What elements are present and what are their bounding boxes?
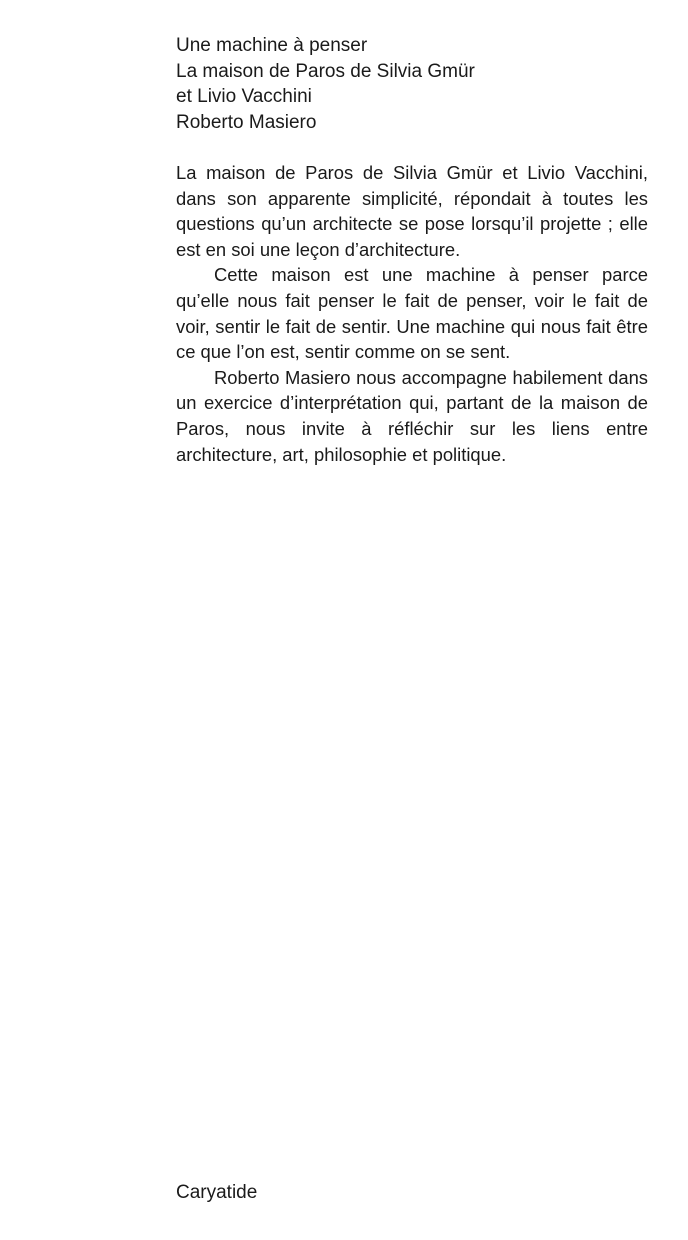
book-subtitle-line-1: La maison de Paros de Silvia Gmür — [176, 60, 475, 82]
blurb-text — [176, 160, 648, 467]
publisher-name: Caryatide — [176, 1182, 258, 1203]
book-subtitle-line-2: et Livio Vacchini — [176, 86, 312, 108]
book-author: Roberto Masiero — [176, 111, 317, 133]
blurb-paragraph-1: La maison de Paros de Silvia Gmür et Livio Vacchini, dans son apparente simplicité, répondait à toutes les questions qu’un architecte se pose lorsqu’il projette ; elle est en soi une leçon d’architecture. — [176, 162, 648, 260]
title-block — [176, 33, 648, 135]
book-title: Une machine à penser — [176, 35, 368, 56]
blurb-paragraph-3: Roberto Masiero nous accompagne habilement dans un exercice d’interprétation qui, partant de la maison de Paros, nous invite à réfléchir sur les liens entre architecture, art, philosophie et politique. — [176, 366, 648, 465]
blurb-paragraph-2: Cette maison est une machine à penser parce qu’elle nous fait penser le fait de penser, voir le fait de voir, sentir le fait de sentir. Une machine qui nous fait être ce que l’on est, sentir comme on se sent. — [176, 264, 648, 363]
